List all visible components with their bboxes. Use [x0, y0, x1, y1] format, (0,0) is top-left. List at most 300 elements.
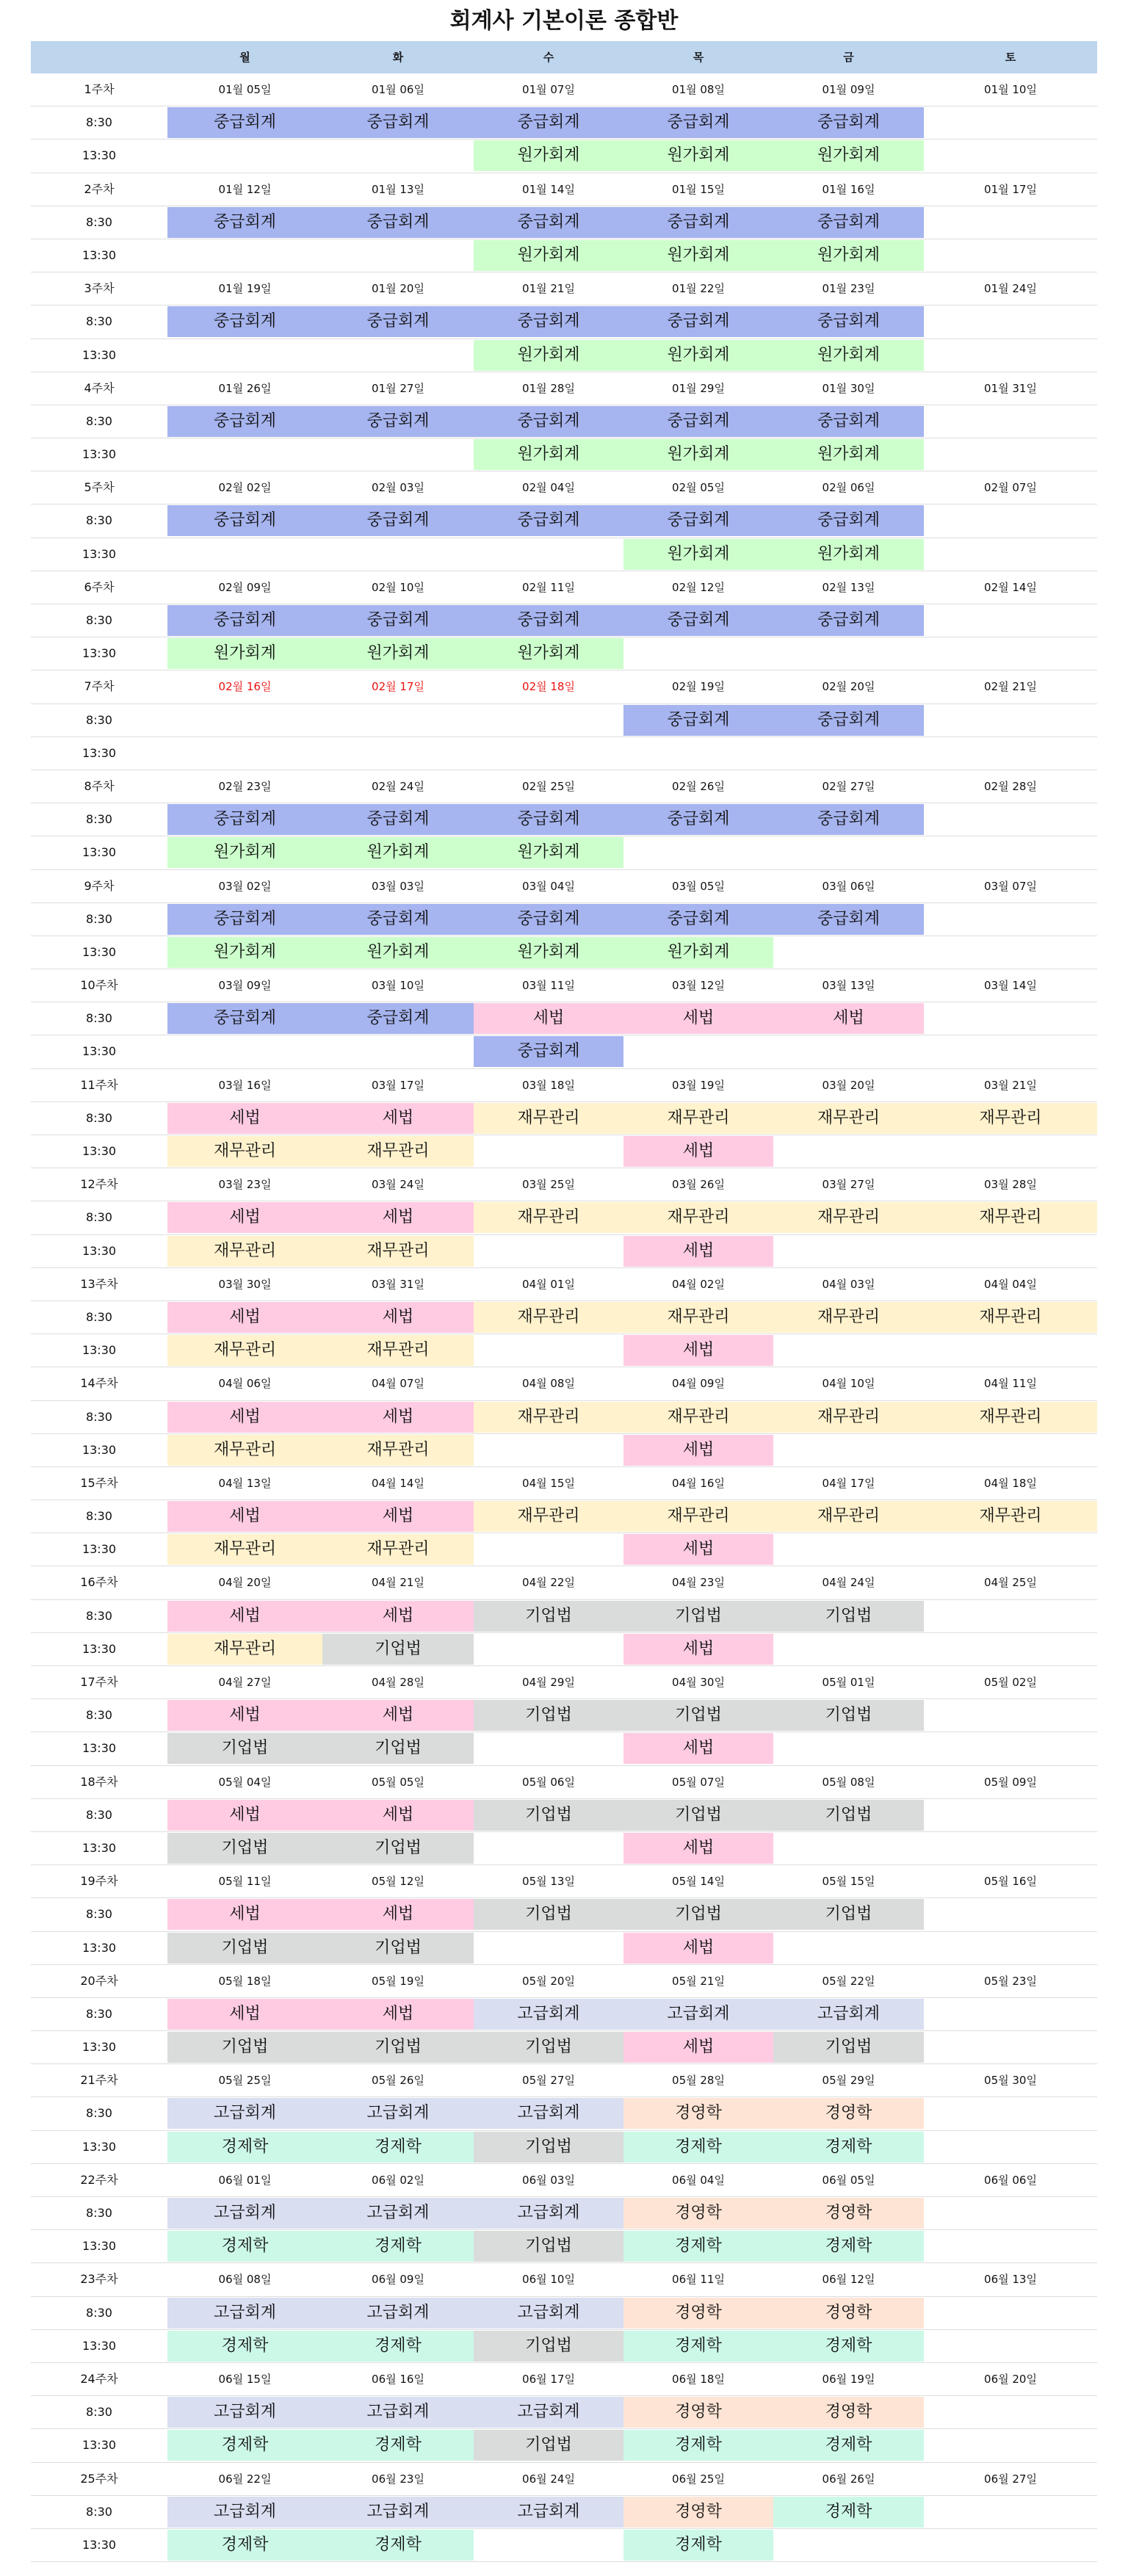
class-block: 경제학: [623, 2530, 773, 2561]
class-block: 고급회계: [322, 2098, 474, 2129]
class-block: 원가회계: [773, 240, 924, 271]
date-cell: 03월 25일: [522, 1178, 575, 1192]
date-cell: 02월 05일: [672, 481, 725, 495]
class-block: 기업법: [474, 1899, 623, 1930]
class-block: 재무관리: [474, 1501, 623, 1532]
morning-session-row: [31, 1301, 1097, 1334]
class-block: 고급회계: [474, 2397, 623, 2428]
class-block: 고급회계: [474, 2497, 623, 2528]
class-block: 재무관리: [167, 1136, 322, 1167]
class-block: 재무관리: [322, 1136, 474, 1167]
week-label: 3주차: [84, 281, 115, 296]
class-block: 원가회계: [322, 638, 474, 669]
time-label: 8:30: [86, 712, 112, 727]
date-cell: 05월 28일: [672, 2074, 725, 2088]
class-block: 세법: [167, 1899, 322, 1930]
class-block: 재무관리: [773, 1402, 924, 1433]
class-block: 기업법: [623, 1601, 773, 1632]
class-block: 원가회계: [773, 539, 924, 570]
class-block: 재무관리: [322, 1335, 474, 1366]
morning-session-row: [31, 2297, 1097, 2330]
date-cell: 06월 05일: [822, 2173, 875, 2187]
time-label: 13:30: [82, 2139, 117, 2154]
time-label: 13:30: [82, 1542, 117, 1557]
date-cell: 06월 08일: [218, 2273, 272, 2287]
date-cell: 05월 14일: [672, 1875, 725, 1889]
class-block: 세법: [623, 1003, 773, 1034]
date-cell: 03월 30일: [218, 1277, 272, 1291]
day-header-tue: 화: [392, 51, 404, 64]
time-label: 8:30: [86, 513, 112, 528]
week-label: 18주차: [80, 1774, 118, 1789]
morning-session-row: [31, 1998, 1097, 2031]
class-block: 중급회계: [773, 107, 924, 138]
class-block: 재무관리: [623, 1302, 773, 1333]
class-block: 세법: [623, 1933, 773, 1964]
week-label: 4주차: [84, 380, 115, 395]
class-block: 재무관리: [167, 1634, 322, 1665]
date-cell: 04월 06일: [218, 1377, 272, 1391]
week-label: 13주차: [80, 1276, 118, 1291]
time-label: 8:30: [86, 1409, 112, 1424]
class-block: 기업법: [474, 1601, 623, 1632]
date-cell: 06월 27일: [984, 2472, 1037, 2486]
week-date-row: [31, 770, 1097, 803]
morning-session-row: [31, 1500, 1097, 1533]
date-cell: 05월 22일: [822, 1974, 875, 1988]
afternoon-session-row: [31, 1434, 1097, 1467]
date-cell: 01월 20일: [372, 282, 424, 296]
date-cell: 05월 08일: [822, 1775, 875, 1789]
date-cell: 05월 19일: [372, 1974, 424, 1988]
date-cell: 04월 22일: [522, 1576, 575, 1590]
time-label: 13:30: [82, 247, 117, 262]
class-block: 중급회계: [623, 207, 773, 238]
class-block: 경제학: [167, 2231, 322, 2262]
class-block: 세법: [167, 1601, 322, 1632]
class-block: 기업법: [474, 2032, 623, 2063]
class-block: 세법: [623, 1833, 773, 1864]
time-label: 8:30: [86, 1608, 112, 1623]
class-block: 재무관리: [623, 1103, 773, 1134]
class-block: 중급회계: [773, 306, 924, 337]
date-cell: 05월 05일: [372, 1775, 424, 1789]
date-cell: 06월 15일: [218, 2372, 272, 2386]
class-block: 중급회계: [322, 107, 474, 138]
week-label: 25주차: [80, 2471, 118, 2486]
class-block: 중급회계: [167, 207, 322, 238]
class-block: 기업법: [322, 1733, 474, 1764]
class-block: 중급회계: [773, 904, 924, 935]
class-block: 중급회계: [474, 904, 623, 935]
table-body: [31, 73, 1097, 2562]
class-block: 기업법: [773, 1899, 924, 1930]
class-block: 경제학: [773, 2132, 924, 2163]
date-cell: 04월 28일: [372, 1676, 424, 1689]
date-cell: 03월 07일: [984, 879, 1037, 893]
class-block: 재무관리: [167, 1435, 322, 1466]
time-label: 8:30: [86, 1309, 112, 1324]
date-cell: 04월 20일: [218, 1576, 272, 1590]
class-block: 고급회계: [474, 2098, 623, 2129]
date-cell: 06월 24일: [522, 2472, 575, 2486]
week-label: 24주차: [80, 2371, 118, 2386]
morning-session-row: [31, 2197, 1097, 2230]
class-block: 중급회계: [167, 605, 322, 636]
class-block: 경영학: [773, 2397, 924, 2428]
date-cell: 02월 23일: [218, 779, 272, 793]
date-cell: 02월 12일: [672, 580, 725, 594]
time-label: 8:30: [86, 1907, 112, 1922]
class-block: 세법: [322, 1700, 474, 1731]
class-block: 세법: [623, 1335, 773, 1366]
class-block: 중급회계: [623, 605, 773, 636]
date-cell: 02월 11일: [522, 580, 575, 594]
time-label: 8:30: [86, 115, 112, 130]
class-block: 원가회계: [167, 937, 322, 968]
class-block: 경제학: [773, 2331, 924, 2362]
class-block: 경제학: [773, 2497, 924, 2528]
date-cell: 04월 04일: [984, 1277, 1037, 1291]
morning-session-row: [31, 1002, 1097, 1035]
morning-session-row: [31, 604, 1097, 637]
class-block: 세법: [623, 1634, 773, 1665]
class-block: 기업법: [167, 1933, 322, 1964]
time-label: 13:30: [82, 2438, 117, 2453]
date-cell: 05월 01일: [822, 1676, 875, 1689]
date-cell: 04월 08일: [522, 1377, 575, 1391]
week-date-row: [31, 173, 1097, 206]
date-cell: 04월 16일: [672, 1476, 725, 1490]
date-cell: 06월 13일: [984, 2273, 1037, 2287]
date-cell: 03월 12일: [672, 979, 725, 993]
afternoon-session-row: [31, 1533, 1097, 1566]
date-cell: 01월 19일: [218, 282, 272, 296]
week-label: 17주차: [80, 1675, 118, 1689]
afternoon-session-row: [31, 140, 1097, 173]
class-block: 기업법: [167, 1833, 322, 1864]
schedule-table: [31, 41, 1097, 2562]
class-block: 중급회계: [773, 505, 924, 536]
date-cell: 02월 16일: [218, 680, 272, 694]
class-block: 세법: [773, 1003, 924, 1034]
class-block: 중급회계: [623, 406, 773, 437]
afternoon-session-row: [31, 1633, 1097, 1666]
date-cell: 01월 09일: [822, 83, 875, 96]
date-cell: 02월 21일: [984, 680, 1037, 694]
class-block: 중급회계: [773, 605, 924, 636]
week-label: 21주차: [80, 2073, 118, 2088]
date-cell: 05월 23일: [984, 1974, 1037, 1988]
class-block: 원가회계: [167, 837, 322, 868]
class-block: 중급회계: [167, 1003, 322, 1034]
time-label: 8:30: [86, 1110, 112, 1125]
class-block: 원가회계: [623, 240, 773, 271]
date-cell: 04월 18일: [984, 1476, 1037, 1490]
class-block: 재무관리: [924, 1103, 1097, 1134]
afternoon-session-row: [31, 2031, 1097, 2064]
morning-session-row: [31, 1699, 1097, 1732]
week-date-row: [31, 1566, 1097, 1599]
week-date-row: [31, 870, 1097, 903]
class-block: 기업법: [773, 1700, 924, 1731]
class-block: 재무관리: [924, 1202, 1097, 1233]
class-block: 경제학: [322, 2530, 474, 2561]
morning-session-row: [31, 504, 1097, 538]
class-block: 고급회계: [167, 2298, 322, 2329]
morning-session-row: [31, 903, 1097, 936]
class-block: 경영학: [623, 2198, 773, 2229]
time-label: 8:30: [86, 2106, 112, 2121]
class-block: 원가회계: [773, 340, 924, 371]
date-cell: 06월 18일: [672, 2372, 725, 2386]
class-block: 기업법: [474, 1700, 623, 1731]
class-block: 경영학: [623, 2098, 773, 2129]
date-cell: 03월 05일: [672, 879, 725, 893]
date-cell: 03월 31일: [372, 1277, 424, 1291]
class-block: 기업법: [322, 1833, 474, 1864]
class-block: 고급회계: [474, 2198, 623, 2229]
class-block: 중급회계: [322, 207, 474, 238]
date-cell: 05월 20일: [522, 1974, 575, 1988]
morning-session-row: [31, 2396, 1097, 2429]
class-block: 재무관리: [167, 1534, 322, 1565]
class-block: 재무관리: [773, 1202, 924, 1233]
afternoon-session-row: [31, 2131, 1097, 2164]
date-cell: 05월 07일: [672, 1775, 725, 1789]
date-cell: 02월 09일: [218, 580, 272, 594]
week-date-row: [31, 2164, 1097, 2197]
date-cell: 03월 16일: [218, 1078, 272, 1092]
class-block: 원가회계: [474, 240, 623, 271]
date-cell: 06월 23일: [372, 2472, 424, 2486]
class-block: 세법: [167, 1202, 322, 1233]
day-header-thu: 목: [693, 51, 704, 64]
date-cell: 02월 19일: [672, 680, 725, 694]
week-date-row: [31, 1965, 1097, 1998]
morning-session-row: [31, 803, 1097, 836]
class-block: 기업법: [322, 1634, 474, 1665]
class-block: 경제학: [623, 2132, 773, 2163]
date-cell: 04월 25일: [984, 1576, 1037, 1590]
class-block: 중급회계: [474, 207, 623, 238]
afternoon-session-row: [31, 1334, 1097, 1367]
date-cell: 01월 23일: [822, 282, 875, 296]
class-block: 경제학: [322, 2331, 474, 2362]
class-block: 중급회계: [474, 406, 623, 437]
week-date-row: [31, 1467, 1097, 1500]
class-block: 중급회계: [322, 1003, 474, 1034]
class-block: 경제학: [167, 2331, 322, 2362]
date-cell: 04월 15일: [522, 1476, 575, 1490]
class-block: 재무관리: [773, 1501, 924, 1532]
class-block: 재무관리: [167, 1236, 322, 1267]
class-block: 중급회계: [773, 406, 924, 437]
date-cell: 06월 17일: [522, 2372, 575, 2386]
week-date-row: [31, 670, 1097, 703]
class-block: 중급회계: [474, 804, 623, 835]
time-label: 13:30: [82, 1741, 117, 1756]
class-block: 중급회계: [773, 705, 924, 736]
class-block: 재무관리: [322, 1534, 474, 1565]
week-date-row: [31, 2363, 1097, 2396]
class-block: 중급회계: [322, 804, 474, 835]
class-block: 세법: [167, 1800, 322, 1831]
date-cell: 05월 11일: [218, 1875, 272, 1889]
class-block: 재무관리: [623, 1202, 773, 1233]
class-block: 세법: [322, 1999, 474, 2030]
date-cell: 03월 27일: [822, 1178, 875, 1192]
date-cell: 04월 24일: [822, 1576, 875, 1590]
class-block: 기업법: [773, 2032, 924, 2063]
class-block: 재무관리: [322, 1236, 474, 1267]
afternoon-session-row: [31, 1235, 1097, 1268]
date-cell: 04월 14일: [372, 1476, 424, 1490]
date-cell: 02월 17일: [372, 680, 424, 694]
date-cell: 01월 26일: [218, 381, 272, 395]
date-cell: 06월 12일: [822, 2273, 875, 2287]
time-label: 8:30: [86, 613, 112, 627]
class-block: 경영학: [773, 2298, 924, 2329]
date-cell: 04월 11일: [984, 1377, 1037, 1391]
time-label: 13:30: [82, 646, 117, 661]
class-block: 기업법: [623, 1700, 773, 1731]
date-cell: 03월 03일: [372, 879, 424, 893]
time-label: 8:30: [86, 812, 112, 827]
week-label: 7주차: [84, 679, 115, 694]
class-block: 재무관리: [474, 1103, 623, 1134]
date-cell: 03월 09일: [218, 979, 272, 993]
date-cell: 02월 28일: [984, 779, 1037, 793]
date-cell: 02월 07일: [984, 481, 1037, 495]
date-cell: 02월 06일: [822, 481, 875, 495]
week-label: 12주차: [80, 1177, 118, 1192]
afternoon-session-row: [31, 1832, 1097, 1865]
class-block: 경영학: [623, 2298, 773, 2329]
week-label: 14주차: [80, 1376, 118, 1391]
time-label: 13:30: [82, 1940, 117, 1955]
time-label: 8:30: [86, 1210, 112, 1225]
class-block: 세법: [322, 1601, 474, 1632]
afternoon-session-row: [31, 1932, 1097, 1965]
class-block: 재무관리: [773, 1302, 924, 1333]
class-block: 원가회계: [474, 837, 623, 868]
class-block: 기업법: [322, 2032, 474, 2063]
class-block: 기업법: [623, 1800, 773, 1831]
date-cell: 02월 04일: [522, 481, 575, 495]
morning-session-row: [31, 1600, 1097, 1633]
class-block: 경제학: [167, 2530, 322, 2561]
class-block: 경제학: [322, 2430, 474, 2461]
time-label: 8:30: [86, 1708, 112, 1723]
date-cell: 06월 04일: [672, 2173, 725, 2187]
class-block: 재무관리: [773, 1103, 924, 1134]
class-block: 중급회계: [623, 505, 773, 536]
week-date-row: [31, 471, 1097, 504]
date-cell: 01월 08일: [672, 83, 725, 96]
class-block: 경제학: [773, 2430, 924, 2461]
date-cell: 03월 21일: [984, 1078, 1037, 1092]
time-label: 8:30: [86, 1807, 112, 1822]
week-label: 15주차: [80, 1475, 118, 1490]
class-block: 고급회계: [167, 2397, 322, 2428]
date-cell: 04월 01일: [522, 1277, 575, 1291]
class-block: 경영학: [623, 2397, 773, 2428]
date-cell: 02월 20일: [822, 680, 875, 694]
week-label: 1주차: [84, 82, 115, 96]
class-block: 중급회계: [167, 904, 322, 935]
class-block: 원가회계: [623, 539, 773, 570]
class-block: 원가회계: [322, 937, 474, 968]
time-label: 8:30: [86, 2305, 112, 2320]
table-header-row: [31, 41, 1097, 73]
class-block: 원가회계: [474, 937, 623, 968]
date-cell: 06월 26일: [822, 2472, 875, 2486]
date-cell: 05월 16일: [984, 1875, 1037, 1889]
day-header-fri: 금: [843, 51, 854, 64]
class-block: 재무관리: [623, 1402, 773, 1433]
class-block: 중급회계: [167, 505, 322, 536]
class-block: 고급회계: [474, 1999, 623, 2030]
class-block: 기업법: [474, 2132, 623, 2163]
week-date-row: [31, 73, 1097, 106]
week-label: 2주차: [84, 181, 115, 196]
week-label: 11주차: [80, 1077, 118, 1092]
date-cell: 06월 20일: [984, 2372, 1037, 2386]
afternoon-session-row: [31, 2230, 1097, 2263]
date-cell: 02월 27일: [822, 779, 875, 793]
date-cell: 04월 03일: [822, 1277, 875, 1291]
date-cell: 06월 25일: [672, 2472, 725, 2486]
afternoon-session-row: [31, 339, 1097, 372]
time-label: 13:30: [82, 1044, 117, 1059]
morning-session-row: [31, 206, 1097, 239]
class-block: 세법: [322, 1800, 474, 1831]
date-cell: 04월 17일: [822, 1476, 875, 1490]
class-block: 세법: [167, 1999, 322, 2030]
date-cell: 03월 04일: [522, 879, 575, 893]
date-cell: 03월 23일: [218, 1178, 272, 1192]
time-label: 13:30: [82, 546, 117, 561]
date-cell: 01월 05일: [218, 83, 272, 96]
afternoon-session-row: [31, 438, 1097, 471]
afternoon-session-row: [31, 1732, 1097, 1765]
date-cell: 01월 14일: [522, 182, 575, 196]
class-block: 재무관리: [474, 1302, 623, 1333]
class-block: 세법: [167, 1103, 322, 1134]
class-block: 고급회계: [322, 2497, 474, 2528]
class-block: 중급회계: [474, 605, 623, 636]
class-block: 세법: [322, 1402, 474, 1433]
time-label: 8:30: [86, 1509, 112, 1524]
date-cell: 03월 11일: [522, 979, 575, 993]
date-cell: 05월 30일: [984, 2074, 1037, 2088]
week-label: 23주차: [80, 2272, 118, 2287]
time-label: 13:30: [82, 1243, 117, 1258]
date-cell: 01월 31일: [984, 381, 1037, 395]
afternoon-session-row: [31, 737, 1097, 770]
date-cell: 06월 06일: [984, 2173, 1037, 2187]
time-label: 8:30: [86, 413, 112, 428]
date-cell: 05월 25일: [218, 2074, 272, 2088]
time-label: 8:30: [86, 2504, 112, 2519]
class-block: 원가회계: [773, 140, 924, 171]
week-label: 19주차: [80, 1874, 118, 1889]
time-label: 8:30: [86, 911, 112, 926]
class-block: 세법: [623, 1733, 773, 1764]
class-block: 세법: [322, 1202, 474, 1233]
class-block: 경제학: [322, 2231, 474, 2262]
